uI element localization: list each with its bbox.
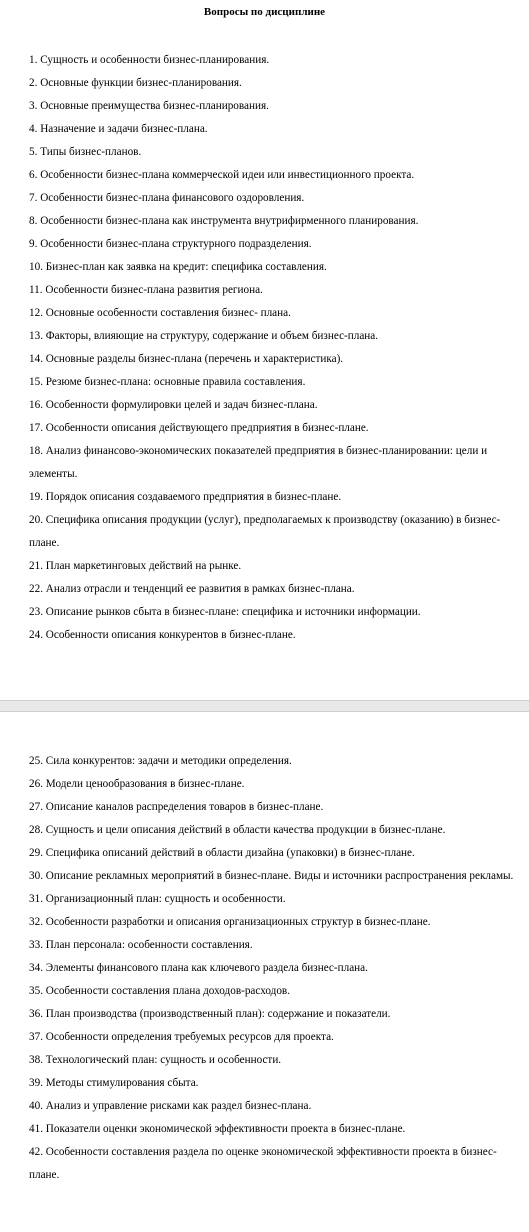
question-item: 39. Методы стимулирования сбыта.: [29, 1077, 199, 1089]
question-item: 5. Типы бизнес-планов.: [29, 146, 142, 158]
question-list-page-1: [29, 49, 515, 647]
question-item: 7. Особенности бизнес-плана финансового оздоровления.: [29, 192, 305, 204]
question-item: 31. Организационный план: сущность и особенности.: [29, 893, 286, 905]
question-item: 9. Особенности бизнес-плана структурного подразделения.: [29, 238, 312, 250]
question-item: 40. Анализ и управление рисками как раздел бизнес-плана.: [29, 1100, 312, 1112]
question-list-page-2: [29, 750, 515, 1187]
question-item: 4. Назначение и задачи бизнес-плана.: [29, 123, 208, 135]
question-item: 18. Анализ финансово-экономических показателей предприятия в бизнес-планировании: цели и элементы.: [29, 445, 488, 480]
question-item: 15. Резюме бизнес-плана: основные правила составления.: [29, 376, 306, 388]
question-item: 6. Особенности бизнес-плана коммерческой идеи или инвестиционного проекта.: [29, 169, 415, 181]
question-item: 11. Особенности бизнес-плана развития региона.: [29, 284, 263, 296]
question-item: 26. Модели ценообразования в бизнес-плане.: [29, 778, 245, 790]
question-item: 33. План персонала: особенности составления.: [29, 939, 253, 951]
question-item: 10. Бизнес-план как заявка на кредит: специфика составления.: [29, 261, 327, 273]
question-item: 16. Особенности формулировки целей и задач бизнес-плана.: [29, 399, 318, 411]
question-item: 12. Основные особенности составления бизнес- плана.: [29, 307, 291, 319]
question-item: 34. Элементы финансового плана как ключевого раздела бизнес-плана.: [29, 962, 368, 974]
question-item: 8. Особенности бизнес-плана как инструмента внутрифирменного планирования.: [29, 215, 419, 227]
question-item: 23. Описание рынков сбыта в бизнес-плане: специфика и источники информации.: [29, 606, 421, 618]
question-item: 19. Порядок описания создаваемого предприятия в бизнес-плане.: [29, 491, 342, 503]
question-item: 20. Специфика описания продукции (услуг), предполагаемых к производству (оказанию) в бизнес-плане.: [29, 514, 501, 549]
question-item: 14. Основные разделы бизнес-плана (перечень и характеристика).: [29, 353, 344, 365]
question-item: 27. Описание каналов распределения товаров в бизнес-плане.: [29, 801, 324, 813]
question-item: 22. Анализ отрасли и тенденций ее развития в рамках бизнес-плана.: [29, 583, 355, 595]
question-item: 36. План производства (производственный план): содержание и показатели.: [29, 1008, 391, 1020]
page-separator: [0, 700, 529, 712]
question-item: 42. Особенности составления раздела по оценке экономической эффективности проекта в бизнес-плане.: [29, 1146, 497, 1181]
question-item: 30. Описание рекламных мероприятий в бизнес-плане. Виды и источники распространения рекламы.: [29, 870, 514, 882]
question-item: 1. Сущность и особенности бизнес-планирования.: [29, 54, 270, 66]
question-item: 3. Основные преимущества бизнес-планирования.: [29, 100, 269, 112]
document-title: Вопросы по дисциплине: [203, 6, 326, 18]
question-item: 35. Особенности составления плана доходов-расходов.: [29, 985, 291, 997]
question-item: 17. Особенности описания действующего предприятия в бизнес-плане.: [29, 422, 369, 434]
question-item: 24. Особенности описания конкурентов в бизнес-плане.: [29, 629, 296, 641]
question-item: 25. Сила конкурентов: задачи и методики определения.: [29, 755, 292, 767]
question-item: 28. Сущность и цели описания действий в области качества продукции в бизнес-плане.: [29, 824, 446, 836]
question-item: 21. План маркетинговых действий на рынке.: [29, 560, 242, 572]
question-item: 2. Основные функции бизнес-планирования.: [29, 77, 242, 89]
document-page-2: [0, 712, 529, 1232]
question-item: 13. Факторы, влияющие на структуру, содержание и объем бизнес-плана.: [29, 330, 379, 342]
question-item: 41. Показатели оценки экономической эффективности проекта в бизнес-плане.: [29, 1123, 406, 1135]
question-item: 32. Особенности разработки и описания организационных структур в бизнес-плане.: [29, 916, 431, 928]
question-item: 37. Особенности определения требуемых ресурсов для проекта.: [29, 1031, 334, 1043]
question-item: 38. Технологический план: сущность и особенности.: [29, 1054, 282, 1066]
question-item: 29. Специфика описаний действий в области дизайна (упаковки) в бизнес-плане.: [29, 847, 415, 859]
